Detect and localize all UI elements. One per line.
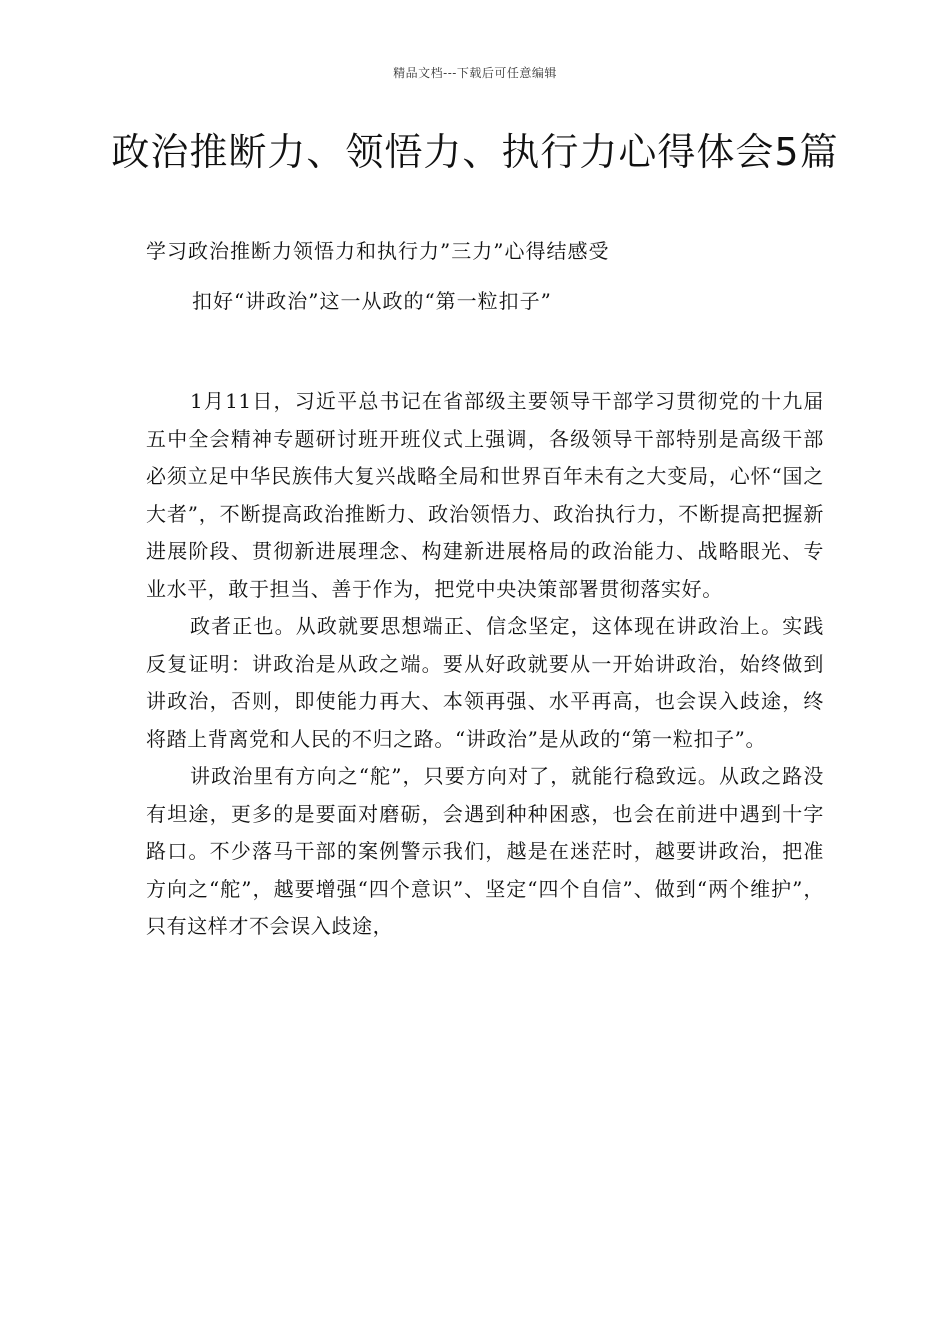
paragraph: 讲政治里有方向之“舵”，只要方向对了，就能行稳致远。从政之路没有坦途，更多的是要面对磨砺，会遇到种种困惑，也会在前进中遇到十字路口。不少落马干部的案例警示我们，越是在迷茫时，越要讲政治，把准方向之“舵”，越要增强“四个意识”、坚定“四个自信”、做到“两个维护”，只有这样才不会误入歧途， xyxy=(146,764,824,938)
header-note: 精品文档---下载后可任意编辑 xyxy=(393,66,557,80)
paragraph: 政者正也。从政就要思想端正、信念坚定，这体现在讲政治上。实践反复证明：讲政治是从政之端。要从好政就要从一开始讲政治，始终做到讲政治，否则，即使能力再大、本领再强、水平再高，也会误入歧途，终将踏上背离党和人民的不归之路。“讲政治”是从政的“第一粒扣子”。 xyxy=(146,614,824,751)
document-subtitle: 学习政治推断力领悟力和执行力”三力”心得结感受 xyxy=(146,239,610,263)
section-heading: 扣好“讲政治”这一从政的“第一粒扣子” xyxy=(192,289,552,313)
document-title: 政治推断力、领悟力、执行力心得体会5篇 xyxy=(111,130,839,174)
paragraph: 1月11日，习近平总书记在省部级主要领导干部学习贯彻党的十九届五中全会精神专题研讨班开班仪式上强调，各级领导干部特别是高级干部必须立足中华民族伟大复兴战略全局和世界百年未有之大变局，心怀“国之大者”，不断提高政治推断力、政治领悟力、政治执行力，不断提高把握新进展阶段、贯彻新进展理念、构建新进展格局的政治能力、战略眼光、专业水平，敢于担当、善于作为，把党中央决策部署贯彻落实好。 xyxy=(146,389,824,601)
body-text xyxy=(146,383,824,946)
